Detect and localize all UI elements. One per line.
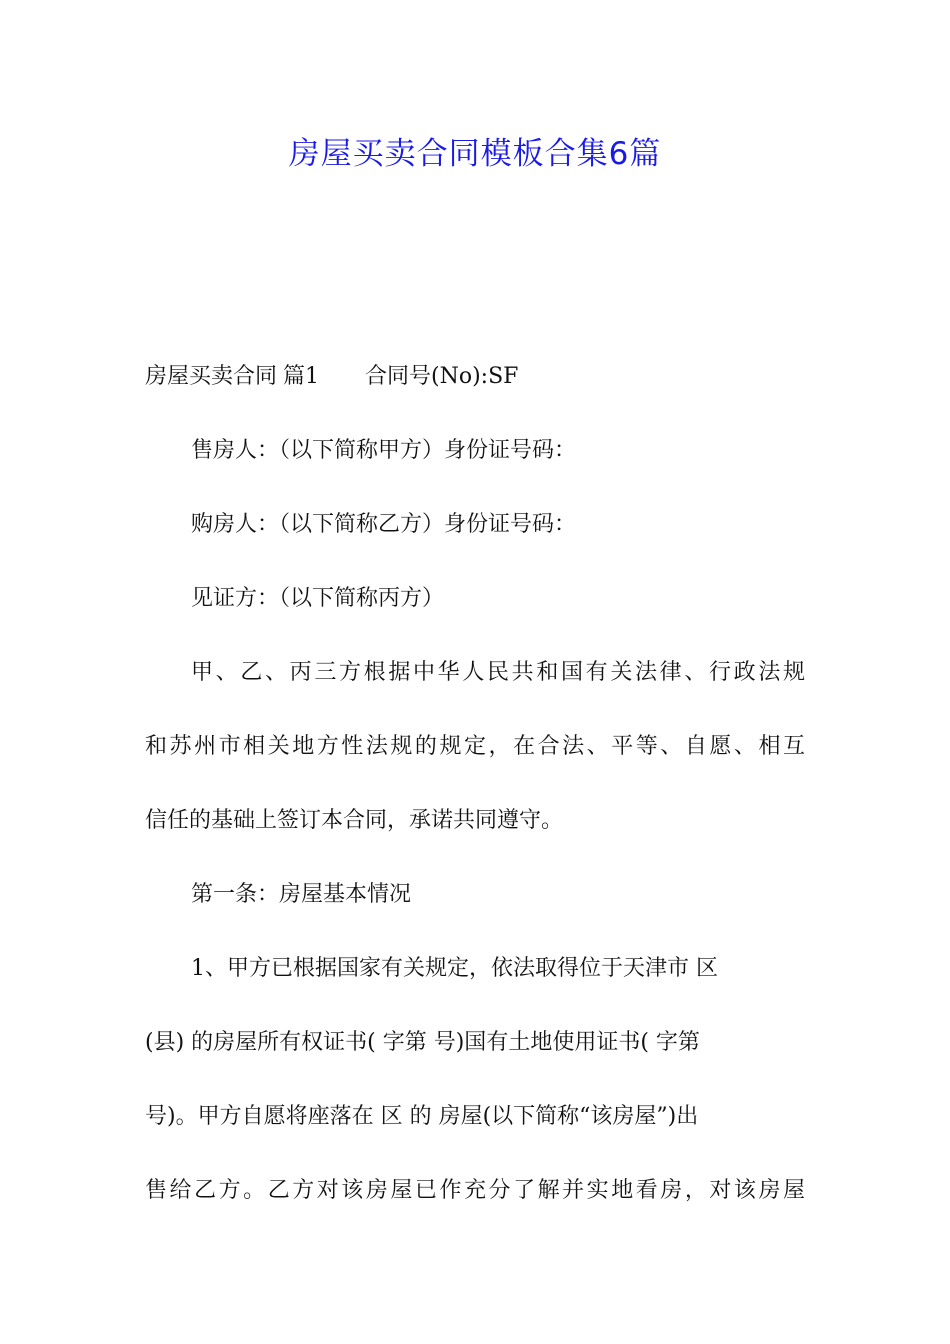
document-body <box>145 340 805 1228</box>
preamble-line: 和苏州市相关地方性法规的规定，在合法、平等、自愿、相互 <box>145 734 805 759</box>
buyer-line: 购房人：（以下简称乙方）身份证号码： <box>191 512 577 537</box>
preamble-line: 信任的基础上签订本合同，承诺共同遵守。 <box>145 808 564 833</box>
document-title: 房屋买卖合同模板合集6篇 <box>288 136 662 172</box>
contract-number: 合同号(No):SF <box>365 364 519 389</box>
contract-header-line <box>145 340 805 414</box>
article-line: 号)。甲方自愿将座落在 区 的 房屋(以下简称“该房屋”)出 <box>145 1104 699 1129</box>
contract-part: 篇1 <box>283 364 320 389</box>
preamble-line: 甲、乙、丙三方根据中华人民共和国有关法律、行政法规 <box>191 660 805 685</box>
seller-line: 售房人：（以下简称甲方）身份证号码： <box>191 438 577 463</box>
article-heading: 第一条：房屋基本情况 <box>191 882 412 907</box>
article-line: (县) 的房屋所有权证书( 字第 号)国有土地使用证书( 字第 <box>145 1030 700 1055</box>
article-line: 1、甲方已根据国家有关规定，依法取得位于天津市 区 <box>191 956 718 981</box>
contract-name: 房屋买卖合同 <box>145 364 278 389</box>
witness-line: 见证方：（以下简称丙方） <box>191 586 445 611</box>
article-line: 售给乙方。乙方对该房屋已作充分了解并实地看房，对该房屋 <box>145 1178 805 1203</box>
